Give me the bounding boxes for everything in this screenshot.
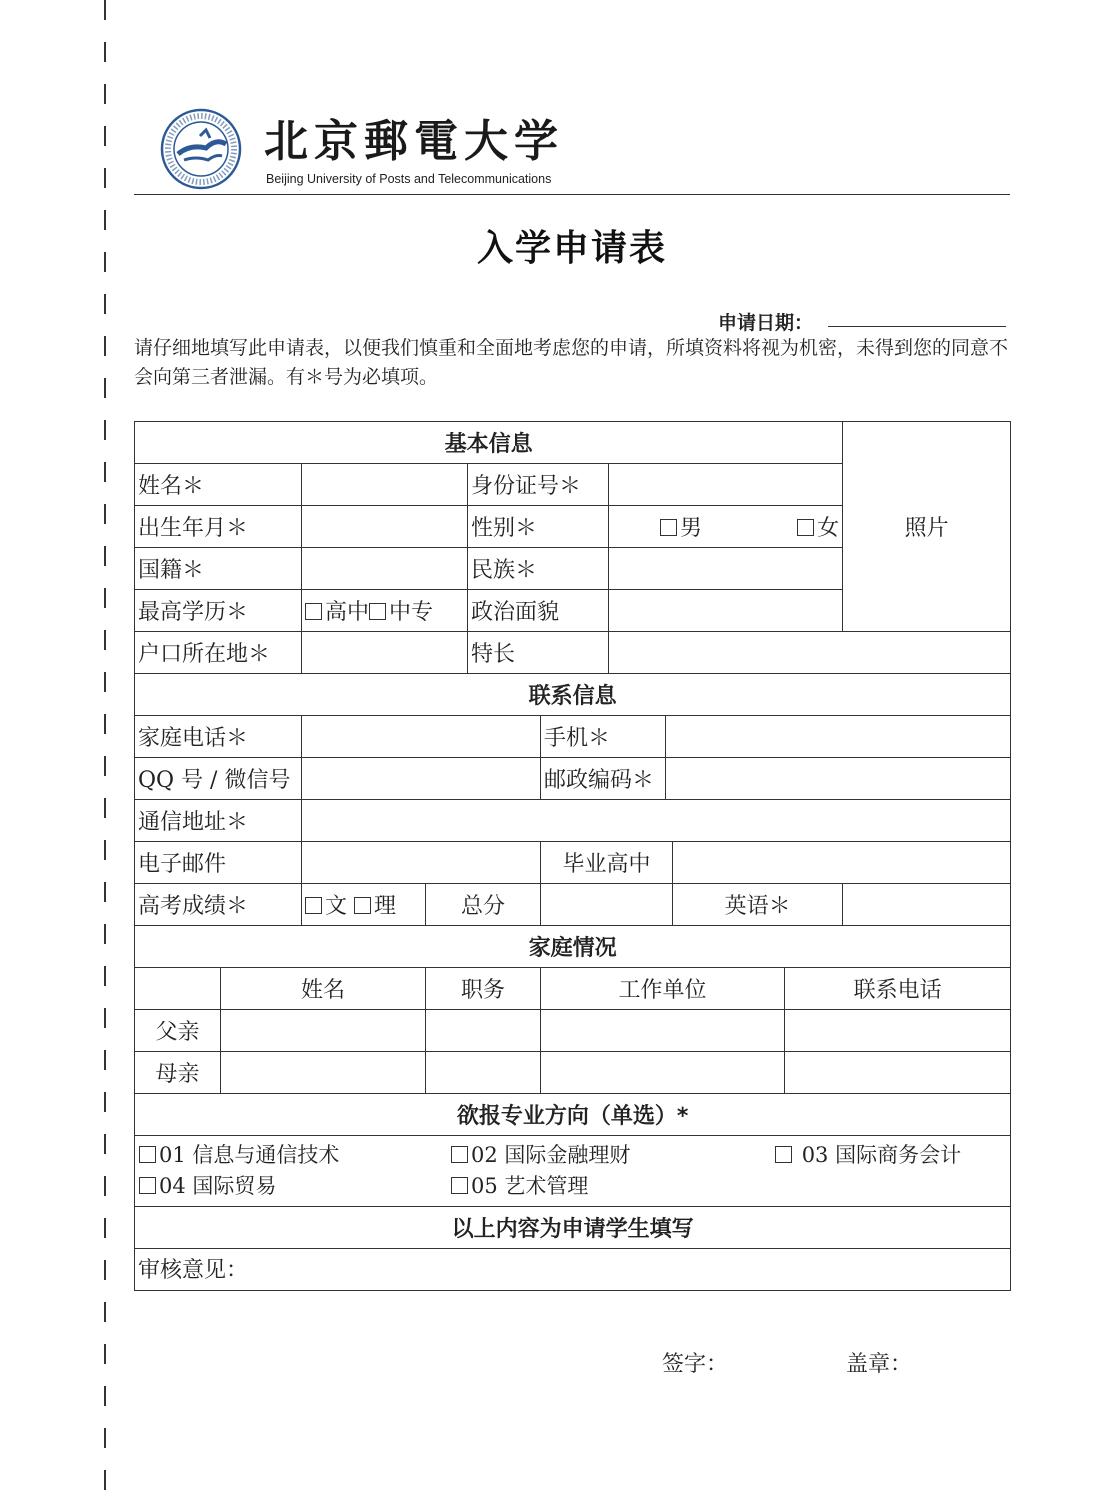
signature-label: 签字： <box>662 1352 729 1377</box>
political-field[interactable] <box>609 590 843 632</box>
application-form-table <box>134 421 1011 1377</box>
family-col-phone: 联系电话 <box>785 968 1011 1010</box>
major-option-label: 02 国际金融理财 <box>471 1143 631 1167</box>
university-name-cn: 北京郵電大学 <box>264 116 564 167</box>
arts-label: 文 <box>325 894 348 919</box>
name-label: 姓名＊ <box>135 464 302 506</box>
mother-label: 母亲 <box>135 1052 221 1094</box>
section-family-heading: 家庭情况 <box>135 926 1011 968</box>
checkbox-icon[interactable] <box>305 897 322 914</box>
gender-male-option[interactable] <box>660 511 702 542</box>
high-school-label: 毕业高中 <box>541 842 673 884</box>
science-label: 理 <box>374 894 397 919</box>
birth-field[interactable] <box>302 506 468 548</box>
edu-tech-school-label: 中专 <box>389 600 434 625</box>
major-options <box>135 1136 1011 1207</box>
checkbox-icon[interactable] <box>660 519 677 536</box>
education-options <box>302 590 468 632</box>
checkbox-icon[interactable] <box>797 519 814 536</box>
family-col-position: 职务 <box>426 968 541 1010</box>
checkbox-icon[interactable] <box>369 603 386 620</box>
footer-note: 以上内容为申请学生填写 <box>135 1207 1011 1249</box>
header-divider <box>134 194 1010 195</box>
total-score-label: 总分 <box>426 884 541 926</box>
university-name-en: Beijing University of Posts and Telecommunications <box>266 172 552 186</box>
major-option-label: 03 国际商务会计 <box>801 1143 962 1167</box>
id-number-field[interactable] <box>609 464 843 506</box>
mother-position-field[interactable] <box>426 1052 541 1094</box>
edu-high-school-label: 高中 <box>325 600 370 625</box>
checkbox-icon[interactable] <box>305 603 322 620</box>
qq-wechat-field[interactable] <box>302 758 541 800</box>
mobile-label: 手机＊ <box>541 716 666 758</box>
checkbox-icon[interactable] <box>139 1177 156 1194</box>
gender-female-label: 女 <box>817 516 840 541</box>
father-label: 父亲 <box>135 1010 221 1052</box>
address-label: 通信地址＊ <box>135 800 302 842</box>
home-phone-field[interactable] <box>302 716 541 758</box>
family-corner-cell <box>135 968 221 1010</box>
specialty-label: 特长 <box>468 632 609 674</box>
checkbox-icon[interactable] <box>354 897 371 914</box>
major-option-05[interactable] <box>451 1171 775 1202</box>
section-contact-heading: 联系信息 <box>135 674 1011 716</box>
email-label: 电子邮件 <box>135 842 302 884</box>
photo-box[interactable] <box>843 422 1011 632</box>
education-label: 最高学历＊ <box>135 590 302 632</box>
mother-phone-field[interactable] <box>785 1052 1011 1094</box>
mother-name-field[interactable] <box>221 1052 426 1094</box>
intro-text: 请仔细地填写此申请表，以便我们慎重和全面地考虑您的申请，所填资料将视为机密，未得到您的同意不会向第三者泄漏。有＊号为必填项。 <box>134 337 1009 388</box>
edu-tech-school-option[interactable] <box>369 600 433 625</box>
high-school-field[interactable] <box>673 842 1011 884</box>
nationality-label: 国籍＊ <box>135 548 302 590</box>
specialty-field[interactable] <box>609 632 1011 674</box>
family-col-name: 姓名 <box>221 968 426 1010</box>
political-label: 政治面貌 <box>468 590 609 632</box>
father-position-field[interactable] <box>426 1010 541 1052</box>
qq-wechat-label: QQ 号 / 微信号 <box>135 758 302 800</box>
ethnicity-field[interactable] <box>609 548 843 590</box>
postcode-field[interactable] <box>666 758 1011 800</box>
id-number-label: 身份证号＊ <box>468 464 609 506</box>
section-major-heading: 欲报专业方向（单选）* <box>135 1094 1011 1136</box>
major-option-01[interactable] <box>139 1140 451 1171</box>
hukou-field[interactable] <box>302 632 468 674</box>
family-col-employer: 工作单位 <box>541 968 785 1010</box>
gender-male-label: 男 <box>680 516 703 541</box>
english-label: 英语＊ <box>673 884 843 926</box>
major-option-label: 01 信息与通信技术 <box>159 1143 340 1167</box>
postcode-label: 邮政编码＊ <box>541 758 666 800</box>
gaokao-track-options <box>302 884 426 926</box>
binding-line <box>104 0 106 1496</box>
review-box[interactable] <box>135 1249 1011 1377</box>
arts-option[interactable] <box>305 894 347 919</box>
mother-employer-field[interactable] <box>541 1052 785 1094</box>
apply-date-label: 申请日期： <box>718 312 814 334</box>
mobile-field[interactable] <box>666 716 1011 758</box>
gender-options <box>609 506 843 548</box>
checkbox-icon[interactable] <box>451 1146 468 1163</box>
science-option[interactable] <box>354 894 396 919</box>
gender-female-option[interactable] <box>797 511 839 542</box>
birth-label: 出生年月＊ <box>135 506 302 548</box>
page-title: 入学申请表 <box>476 228 667 269</box>
seal-label: 盖章： <box>846 1352 913 1377</box>
father-phone-field[interactable] <box>785 1010 1011 1052</box>
father-employer-field[interactable] <box>541 1010 785 1052</box>
major-option-03[interactable] <box>775 1140 961 1171</box>
review-label: 审核意见： <box>138 1258 249 1283</box>
ethnicity-label: 民族＊ <box>468 548 609 590</box>
name-field[interactable] <box>302 464 468 506</box>
total-score-field[interactable] <box>541 884 673 926</box>
gender-label: 性别＊ <box>468 506 609 548</box>
nationality-field[interactable] <box>302 548 468 590</box>
hukou-label: 户口所在地＊ <box>135 632 302 674</box>
email-field[interactable] <box>302 842 541 884</box>
major-option-label: 04 国际贸易 <box>159 1174 277 1198</box>
gaokao-label: 高考成绩＊ <box>135 884 302 926</box>
major-option-02[interactable] <box>451 1140 775 1171</box>
home-phone-label: 家庭电话＊ <box>135 716 302 758</box>
english-field[interactable] <box>843 884 1011 926</box>
checkbox-icon[interactable] <box>451 1177 468 1194</box>
section-basic-heading: 基本信息 <box>135 422 843 464</box>
photo-label: 照片 <box>904 516 949 541</box>
checkbox-icon[interactable] <box>139 1146 156 1163</box>
father-name-field[interactable] <box>221 1010 426 1052</box>
major-option-04[interactable] <box>139 1171 451 1202</box>
university-seal-logo <box>160 108 242 190</box>
address-field[interactable] <box>302 800 1011 842</box>
major-option-label: 05 艺术管理 <box>471 1174 589 1198</box>
edu-high-school-option[interactable] <box>305 600 369 625</box>
checkbox-icon[interactable] <box>775 1146 792 1163</box>
apply-date-field[interactable] <box>828 326 1006 327</box>
